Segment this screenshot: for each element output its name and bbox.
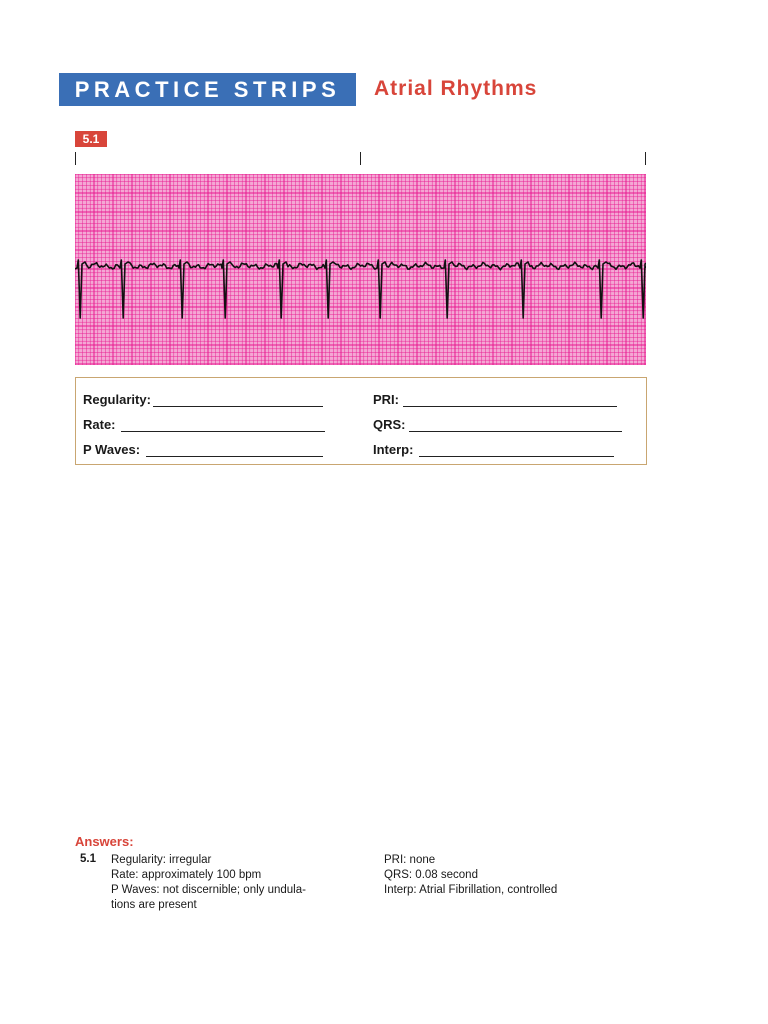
time-marker-end: [645, 152, 646, 165]
pwaves-field[interactable]: [146, 442, 323, 457]
interp-label: Interp:: [373, 442, 414, 457]
answer-regularity: Regularity: irregular: [111, 854, 212, 866]
ecg-strip: [75, 174, 646, 365]
interp-field[interactable]: [419, 442, 614, 457]
answer-interp: Interp: Atrial Fibrillation, controlled: [384, 884, 558, 896]
rate-label: Rate:: [83, 417, 116, 432]
answer-pri: PRI: none: [384, 854, 436, 866]
pri-row: [373, 389, 617, 407]
pwaves-row: [83, 439, 323, 457]
answer-rate: Rate: approximately 100 bpm: [111, 869, 262, 881]
pri-field[interactable]: [403, 392, 617, 407]
interp-row: [373, 439, 614, 457]
time-marker-start: [75, 152, 76, 165]
rate-field[interactable]: [121, 417, 325, 432]
answer-number: 5.1: [80, 853, 96, 865]
answers-title: Answers:: [75, 834, 134, 849]
pwaves-label: P Waves:: [83, 442, 141, 457]
regularity-label: Regularity:: [83, 392, 151, 407]
answer-qrs: QRS: 0.08 second: [384, 869, 478, 881]
answers-left-column: [111, 853, 306, 913]
qrs-label: QRS:: [373, 417, 406, 432]
section-subtitle: Atrial Rhythms: [374, 77, 538, 100]
answer-pwaves: P Waves: not discernible; only undula-: [111, 884, 306, 896]
pri-label: PRI:: [373, 392, 399, 407]
time-marker-middle: [360, 152, 361, 165]
answer-pwaves-continued: tions are present: [111, 899, 197, 911]
rate-row: [83, 414, 325, 432]
worksheet-box: [75, 377, 647, 465]
regularity-field[interactable]: [153, 392, 323, 407]
regularity-row: [83, 389, 323, 407]
strip-number-badge: 5.1: [75, 131, 107, 147]
section-title: PRACTICE STRIPS: [59, 73, 356, 106]
qrs-row: [373, 414, 622, 432]
qrs-field[interactable]: [409, 417, 622, 432]
answers-right-column: [384, 853, 557, 898]
